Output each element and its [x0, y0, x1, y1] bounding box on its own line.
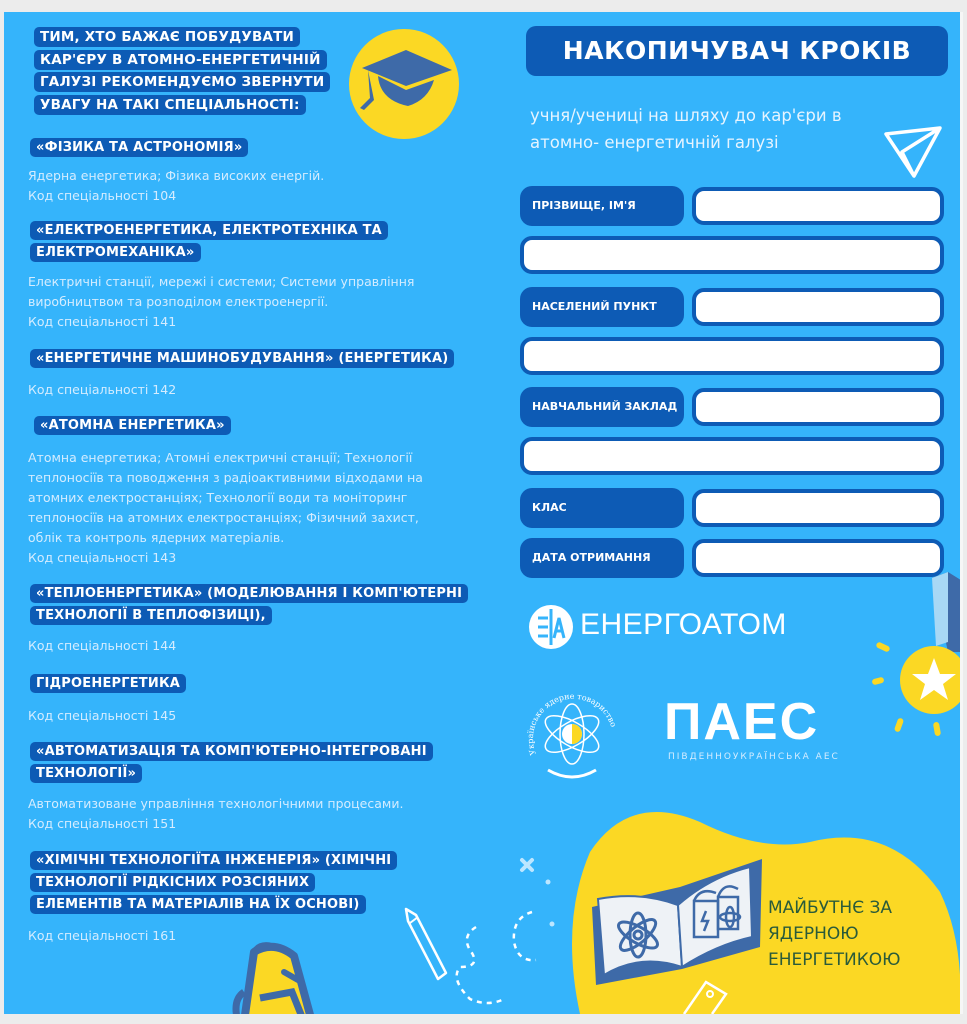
- class-input[interactable]: [692, 489, 944, 527]
- slogan-line: ЕНЕРГЕТИКОЮ: [768, 950, 901, 970]
- specialty-code: Код спеціальності 161: [28, 928, 177, 943]
- specialty-title-line: «ЕНЕРГЕТИЧНЕ МАШИНОБУДУВАННЯ» (ЕНЕРГЕТИКА): [30, 349, 454, 368]
- brochure-poster: [4, 12, 960, 1014]
- description-line: Автоматизоване управління технологічними процесами.: [28, 796, 404, 811]
- specialty-title-line: «ТЕПЛОЕНЕРГЕТИКА» (МОДЕЛЮВАННЯ І КОМП'ЮТЕРНІ: [30, 584, 468, 603]
- specialty-title-line: ГІДРОЕНЕРГЕТИКА: [30, 674, 186, 693]
- description-line: теплоносіїв та поводження з радіоактивними відходами на: [28, 470, 423, 485]
- specialty-description: [28, 272, 414, 332]
- intro-line: УВАГУ НА ТАКІ СПЕЦІАЛЬНОСТІ:: [34, 95, 306, 115]
- specialty-title: [30, 672, 186, 694]
- paes-logo-subtitle: ПІВДЕННОУКРАЇНСЬКА АЕС: [668, 752, 840, 762]
- full-name-input[interactable]: [692, 187, 944, 225]
- description-line: Атомна енергетика; Атомні електричні станції; Технології: [28, 450, 413, 465]
- star-sun-icon: [868, 628, 960, 738]
- slogan-line: МАЙБУТНЄ ЗА: [768, 898, 893, 918]
- specialty-title-line: ТЕХНОЛОГІЇ В ТЕПЛОФІЗИЦІ),: [30, 606, 272, 625]
- backpack-icon: [214, 942, 334, 1014]
- full-name-input-continued[interactable]: [520, 236, 944, 274]
- open-book-icon: [590, 857, 764, 987]
- field-label: НАСЕЛЕНИЙ ПУНКТ: [520, 287, 684, 327]
- specialty-code: Код спеціальності 141: [28, 314, 177, 329]
- settlement-input[interactable]: [692, 288, 944, 326]
- specialty-title-line: «АТОМНА ЕНЕРГЕТИКА»: [34, 416, 231, 435]
- specialty-title: [34, 414, 231, 436]
- specialty-title: [30, 740, 470, 784]
- specialty-description: [28, 636, 176, 656]
- school-input[interactable]: [692, 388, 944, 426]
- energoatom-logo-icon: [528, 604, 574, 650]
- specialty-description: [28, 926, 176, 946]
- intro-heading: [34, 26, 334, 116]
- intro-line: ГАЛУЗІ РЕКОМЕНДУЄМО ЗВЕРНУТИ: [34, 72, 330, 92]
- description-line: теплоносіїв на атомних електростанціях; Фізичний захист,: [28, 510, 419, 525]
- specialty-code: Код спеціальності 104: [28, 188, 177, 203]
- field-label: ДАТА ОТРИМАННЯ: [520, 538, 684, 578]
- specialty-description: [28, 794, 403, 834]
- slogan-line: ЯДЕРНОЮ: [768, 924, 859, 944]
- specialty-title-line: ЕЛЕМЕНТІВ ТА МАТЕРІАЛІВ НА ЇХ ОСНОВІ): [30, 895, 366, 914]
- specialty-code: Код спеціальності 143: [28, 550, 177, 565]
- specialty-description: [28, 448, 423, 568]
- graduation-cap-icon: [348, 28, 460, 140]
- description-line: атомних електростанціях; Технології води та моніторинг: [28, 490, 408, 505]
- specialty-description: [28, 706, 176, 726]
- energoatom-logo-text: ЕНЕРГОАТОМ: [580, 608, 787, 641]
- specialty-title-line: «ЕЛЕКТРОЕНЕРГЕТИКА, ЕЛЕКТРОТЕХНІКА ТА: [30, 221, 388, 240]
- date-input[interactable]: [692, 539, 944, 577]
- page-title: НАКОПИЧУВАЧ КРОКІВ: [526, 26, 948, 76]
- specialty-code: Код спеціальності 145: [28, 708, 177, 723]
- specialty-title: [30, 582, 480, 626]
- description-line: облік та контроль ядерних матеріалів.: [28, 530, 285, 545]
- settlement-input-continued[interactable]: [520, 337, 944, 375]
- field-label: НАВЧАЛЬНИЙ ЗАКЛАД: [520, 387, 684, 427]
- specialty-title: [30, 849, 450, 915]
- nuclear-society-arc-text: Українське ядерне товариство: [525, 691, 619, 757]
- specialty-title: [30, 219, 390, 263]
- intro-line: ТИМ, ХТО БАЖАЄ ПОБУДУВАТИ: [34, 27, 300, 47]
- subtitle-line: атомно- енергетичній галузі: [530, 133, 779, 152]
- school-input-continued[interactable]: [520, 437, 944, 475]
- sparkle-decoration: [510, 852, 570, 972]
- paes-logo-text: ПАЕС: [664, 693, 820, 751]
- slogan: [768, 895, 901, 973]
- specialty-code: Код спеціальності 142: [28, 382, 177, 397]
- specialty-title-line: ТЕХНОЛОГІЇ»: [30, 764, 142, 783]
- specialty-title-line: ЕЛЕКТРОМЕХАНІКА»: [30, 243, 201, 262]
- specialty-title: [30, 347, 454, 369]
- ruler-icon: [682, 980, 728, 1014]
- subtitle: [530, 102, 870, 156]
- specialty-title: [30, 136, 248, 158]
- field-label: ПРІЗВИЩЕ, ІМ'Я: [520, 186, 684, 226]
- specialty-title-line: «ФІЗИКА ТА АСТРОНОМІЯ»: [30, 138, 248, 157]
- page-edge: [960, 12, 963, 1014]
- specialty-code: Код спеціальності 151: [28, 816, 177, 831]
- nuclear-society-logo-icon: [524, 680, 620, 786]
- specialty-description: [28, 380, 176, 400]
- specialty-code: Код спеціальності 144: [28, 638, 177, 653]
- description-line: Електричні станції, мережі і системи; Системи управління: [28, 274, 415, 289]
- specialty-title-line: «ХІМІЧНІ ТЕХНОЛОГІЇТА ІНЖЕНЕРІЯ» (ХІМІЧНІ: [30, 851, 397, 870]
- description-line: виробництвом та розподілом електроенергії.: [28, 294, 329, 309]
- paper-plane-icon: [884, 126, 944, 180]
- field-label: КЛАС: [520, 488, 684, 528]
- specialty-description: [28, 166, 324, 206]
- subtitle-line: учня/учениці на шляху до кар'єри в: [530, 106, 842, 125]
- description-line: Ядерна енергетика; Фізика високих енергій.: [28, 168, 325, 183]
- specialty-title-line: ТЕХНОЛОГІЇ РІДКІСНИХ РОЗСІЯНИХ: [30, 873, 315, 892]
- specialty-title-line: «АВТОМАТИЗАЦІЯ ТА КОМП'ЮТЕРНО-ІНТЕГРОВАНІ: [30, 742, 433, 761]
- intro-line: КАР'ЄРУ В АТОМНО-ЕНЕРГЕТИЧНІЙ: [34, 50, 327, 70]
- pencil-icon: [400, 907, 510, 1007]
